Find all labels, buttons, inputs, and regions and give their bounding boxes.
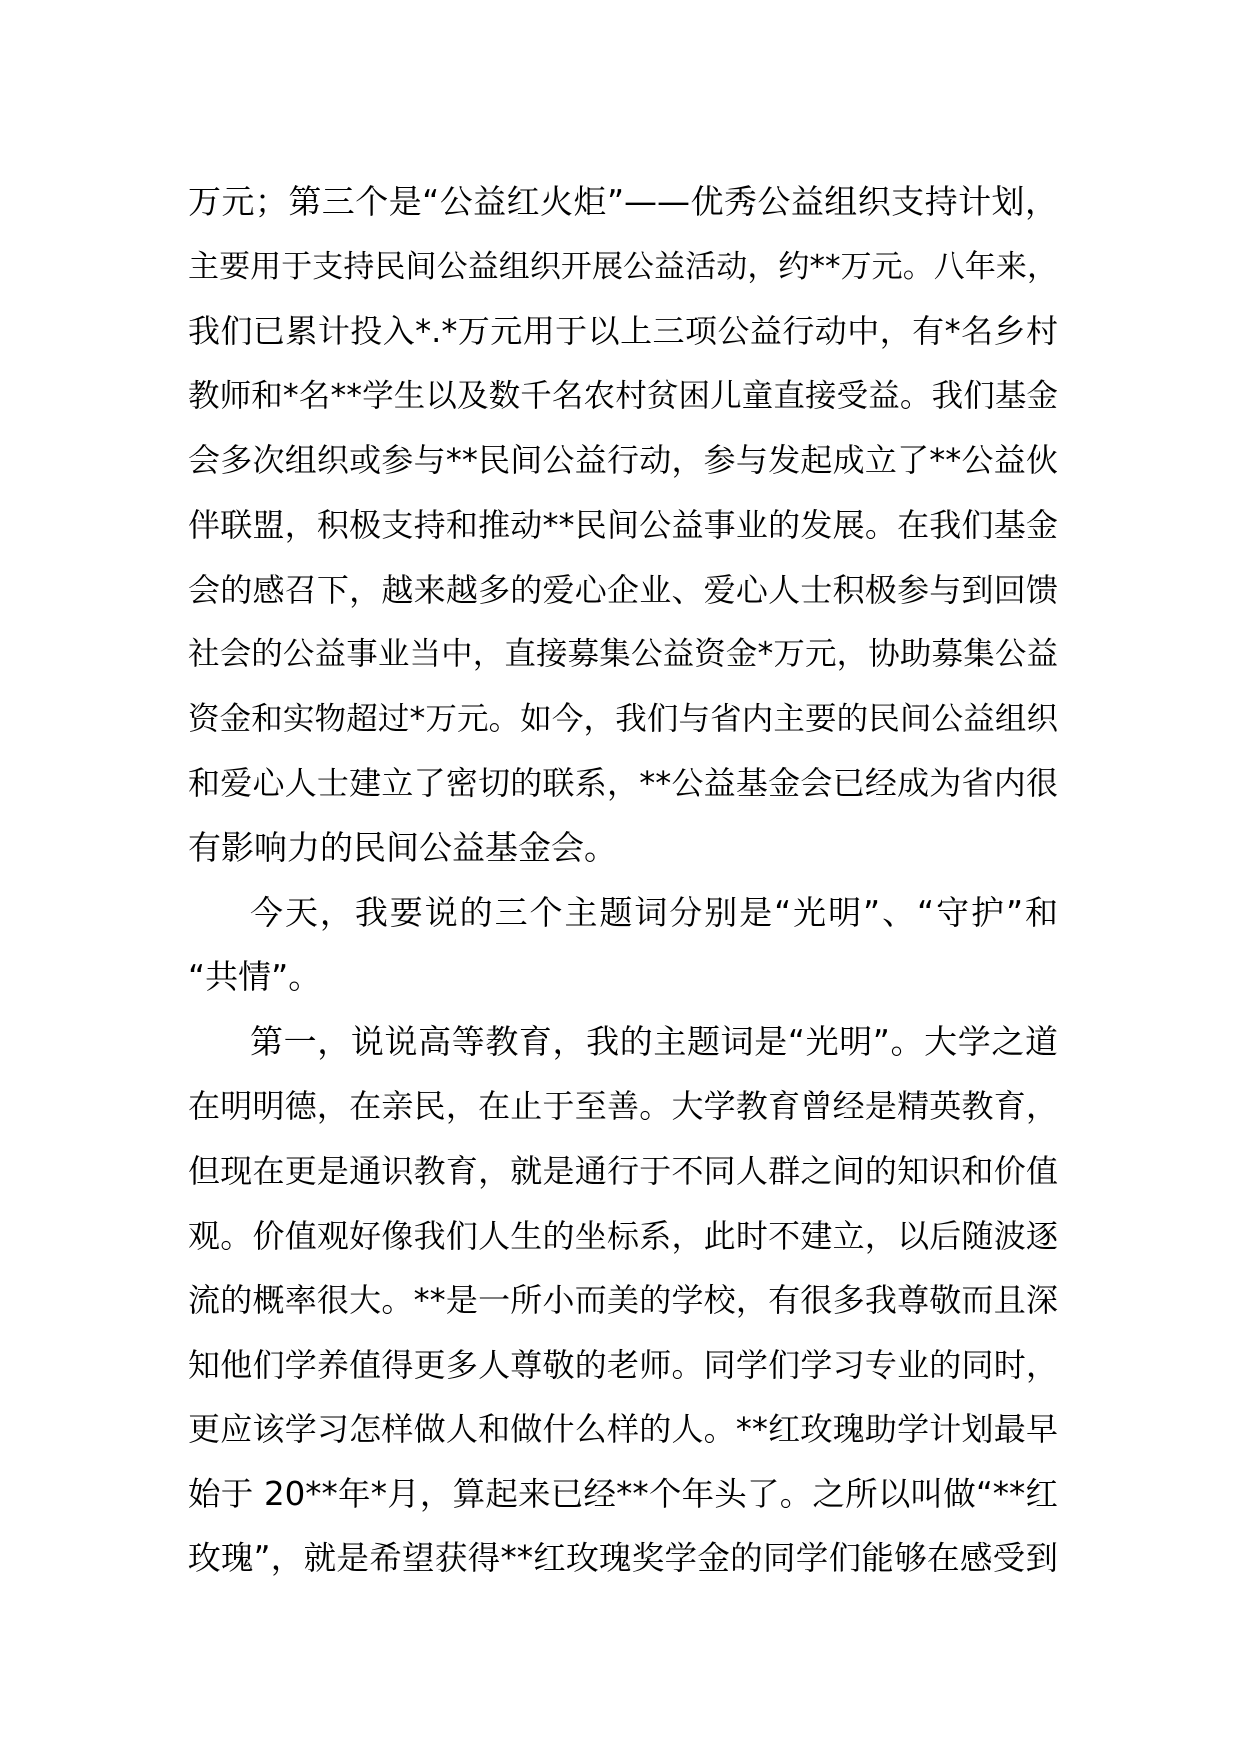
paragraph-line: 资金和实物超过*万元。如今，我们与省内主要的民间公益组织	[188, 700, 1058, 737]
paragraph-line: 会的感召下，越来越多的爱心企业、爱心人士积极参与到回馈	[188, 570, 1058, 609]
paragraph-line: 和爱心人士建立了密切的联系，**公益基金会已经成为省内很	[188, 764, 1058, 803]
paragraph-line: 社会的公益事业当中，直接募集公益资金*万元，协助募集公益	[188, 636, 1058, 673]
paragraph-line: 始于 20**年*月，算起来已经**个年头了。之所以叫做“**红	[188, 1474, 1058, 1513]
paragraph-line: 教师和*名**学生以及数千名农村贫困儿童直接受益。我们基金	[188, 377, 1058, 414]
paragraph-line: 流的概率很大。**是一所小而美的学校，有很多我尊敬而且深	[188, 1281, 1058, 1320]
document-body	[188, 170, 1058, 1591]
paragraph-line: 有影响力的民间公益基金会。	[188, 827, 617, 867]
paragraph-line: 在明明德，在亲民，在止于至善。大学教育曾经是精英教育，	[188, 1087, 1058, 1126]
paragraph-line: “共情”。	[188, 957, 322, 997]
paragraph-line: 我们已累计投入*.*万元用于以上三项公益行动中，有*名乡村	[188, 312, 1058, 351]
paragraph-line: 观。价值观好像我们人生的坐标系，此时不建立，以后随波逐	[188, 1216, 1058, 1255]
paragraph-line: 玫瑰”，就是希望获得**红玫瑰奖学金的同学们能够在感受到	[188, 1539, 1058, 1578]
paragraph-line: 会多次组织或参与**民间公益行动，参与发起成立了**公益伙	[188, 441, 1058, 480]
paragraph-line: 主要用于支持民间公益组织开展公益活动，约**万元。八年来，	[188, 248, 1058, 285]
paragraph-line: 万元；第三个是“公益红火炬”——优秀公益组织支持计划，	[188, 182, 1058, 221]
paragraph-line: 今天，我要说的三个主题词分别是“光明”、“守护”和	[250, 892, 1058, 932]
paragraph-line: 但现在更是通识教育，就是通行于不同人群之间的知识和价值	[188, 1151, 1058, 1190]
paragraph-line: 第一，说说高等教育，我的主题词是“光明”。大学之道	[250, 1021, 1058, 1061]
paragraph-line: 知他们学养值得更多人尊敬的老师。同学们学习专业的同时，	[188, 1345, 1058, 1384]
paragraph-line: 更应该学习怎样做人和做什么样的人。**红玫瑰助学计划最早	[188, 1410, 1058, 1449]
paragraph-line: 伴联盟，积极支持和推动**民间公益事业的发展。在我们基金	[188, 505, 1058, 544]
